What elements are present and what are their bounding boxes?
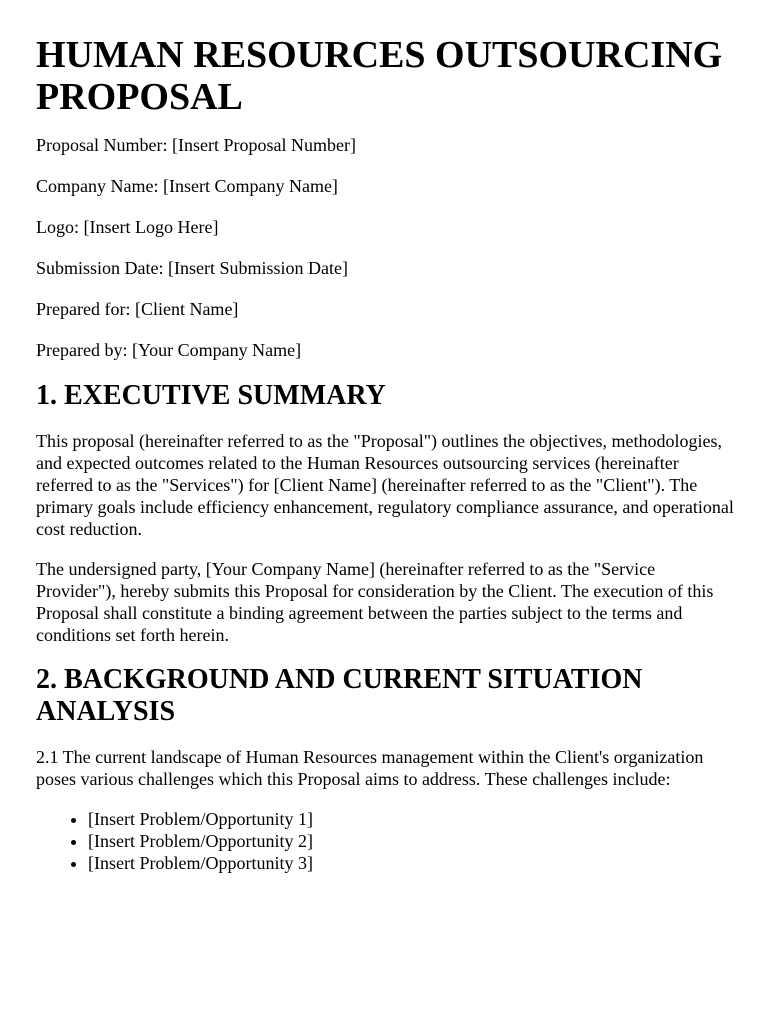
background-paragraph-1: 2.1 The current landscape of Human Resources management within the Client's organization poses various challenges which this Proposal aims to address. These challenges include: — [36, 747, 704, 789]
list-item: • [Insert Problem/Opportunity 3] — [88, 852, 734, 874]
executive-summary-heading: 1. EXECUTIVE SUMMARY — [36, 380, 386, 411]
document-title: HUMAN RESOURCES OUTSOURCING PROPOSAL — [36, 34, 723, 118]
company-name-line: Company Name: [Insert Company Name] — [36, 176, 338, 196]
background-section — [36, 664, 734, 874]
executive-summary-paragraph-2: The undersigned party, [Your Company Name] (hereinafter referred to as the "Service Provider"), hereby submits this Proposal for consideration by the Client. The execution of this Proposal shall constitute a binding agreement between the parties subject to the terms and conditions set forth herein. — [36, 559, 714, 645]
executive-summary-paragraph-1: This proposal (hereinafter referred to as the "Proposal") outlines the objectives, methodologies, and expected outcomes related to the Human Resources outsourcing services (hereinafter referred to as the "Services") for [Client Name] (hereinafter referred to as the "Client"). The primary goals include efficiency enhancement, regulatory compliance assurance, and operational cost reduction. — [36, 431, 734, 539]
logo-line: Logo: [Insert Logo Here] — [36, 217, 219, 237]
background-heading: 2. BACKGROUND AND CURRENT SITUATION ANALYSIS — [36, 664, 643, 727]
proposal-number-line: Proposal Number: [Insert Proposal Number] — [36, 135, 356, 155]
submission-date-line: Submission Date: [Insert Submission Date] — [36, 258, 348, 278]
list-item: • [Insert Problem/Opportunity 1] — [88, 808, 734, 830]
proposal-meta — [36, 134, 734, 361]
prepared-by-line: Prepared by: [Your Company Name] — [36, 340, 302, 360]
prepared-for-line: Prepared for: [Client Name] — [36, 299, 239, 319]
executive-summary-section — [36, 380, 734, 646]
challenges-list — [36, 808, 734, 874]
list-item: • [Insert Problem/Opportunity 2] — [88, 830, 734, 852]
